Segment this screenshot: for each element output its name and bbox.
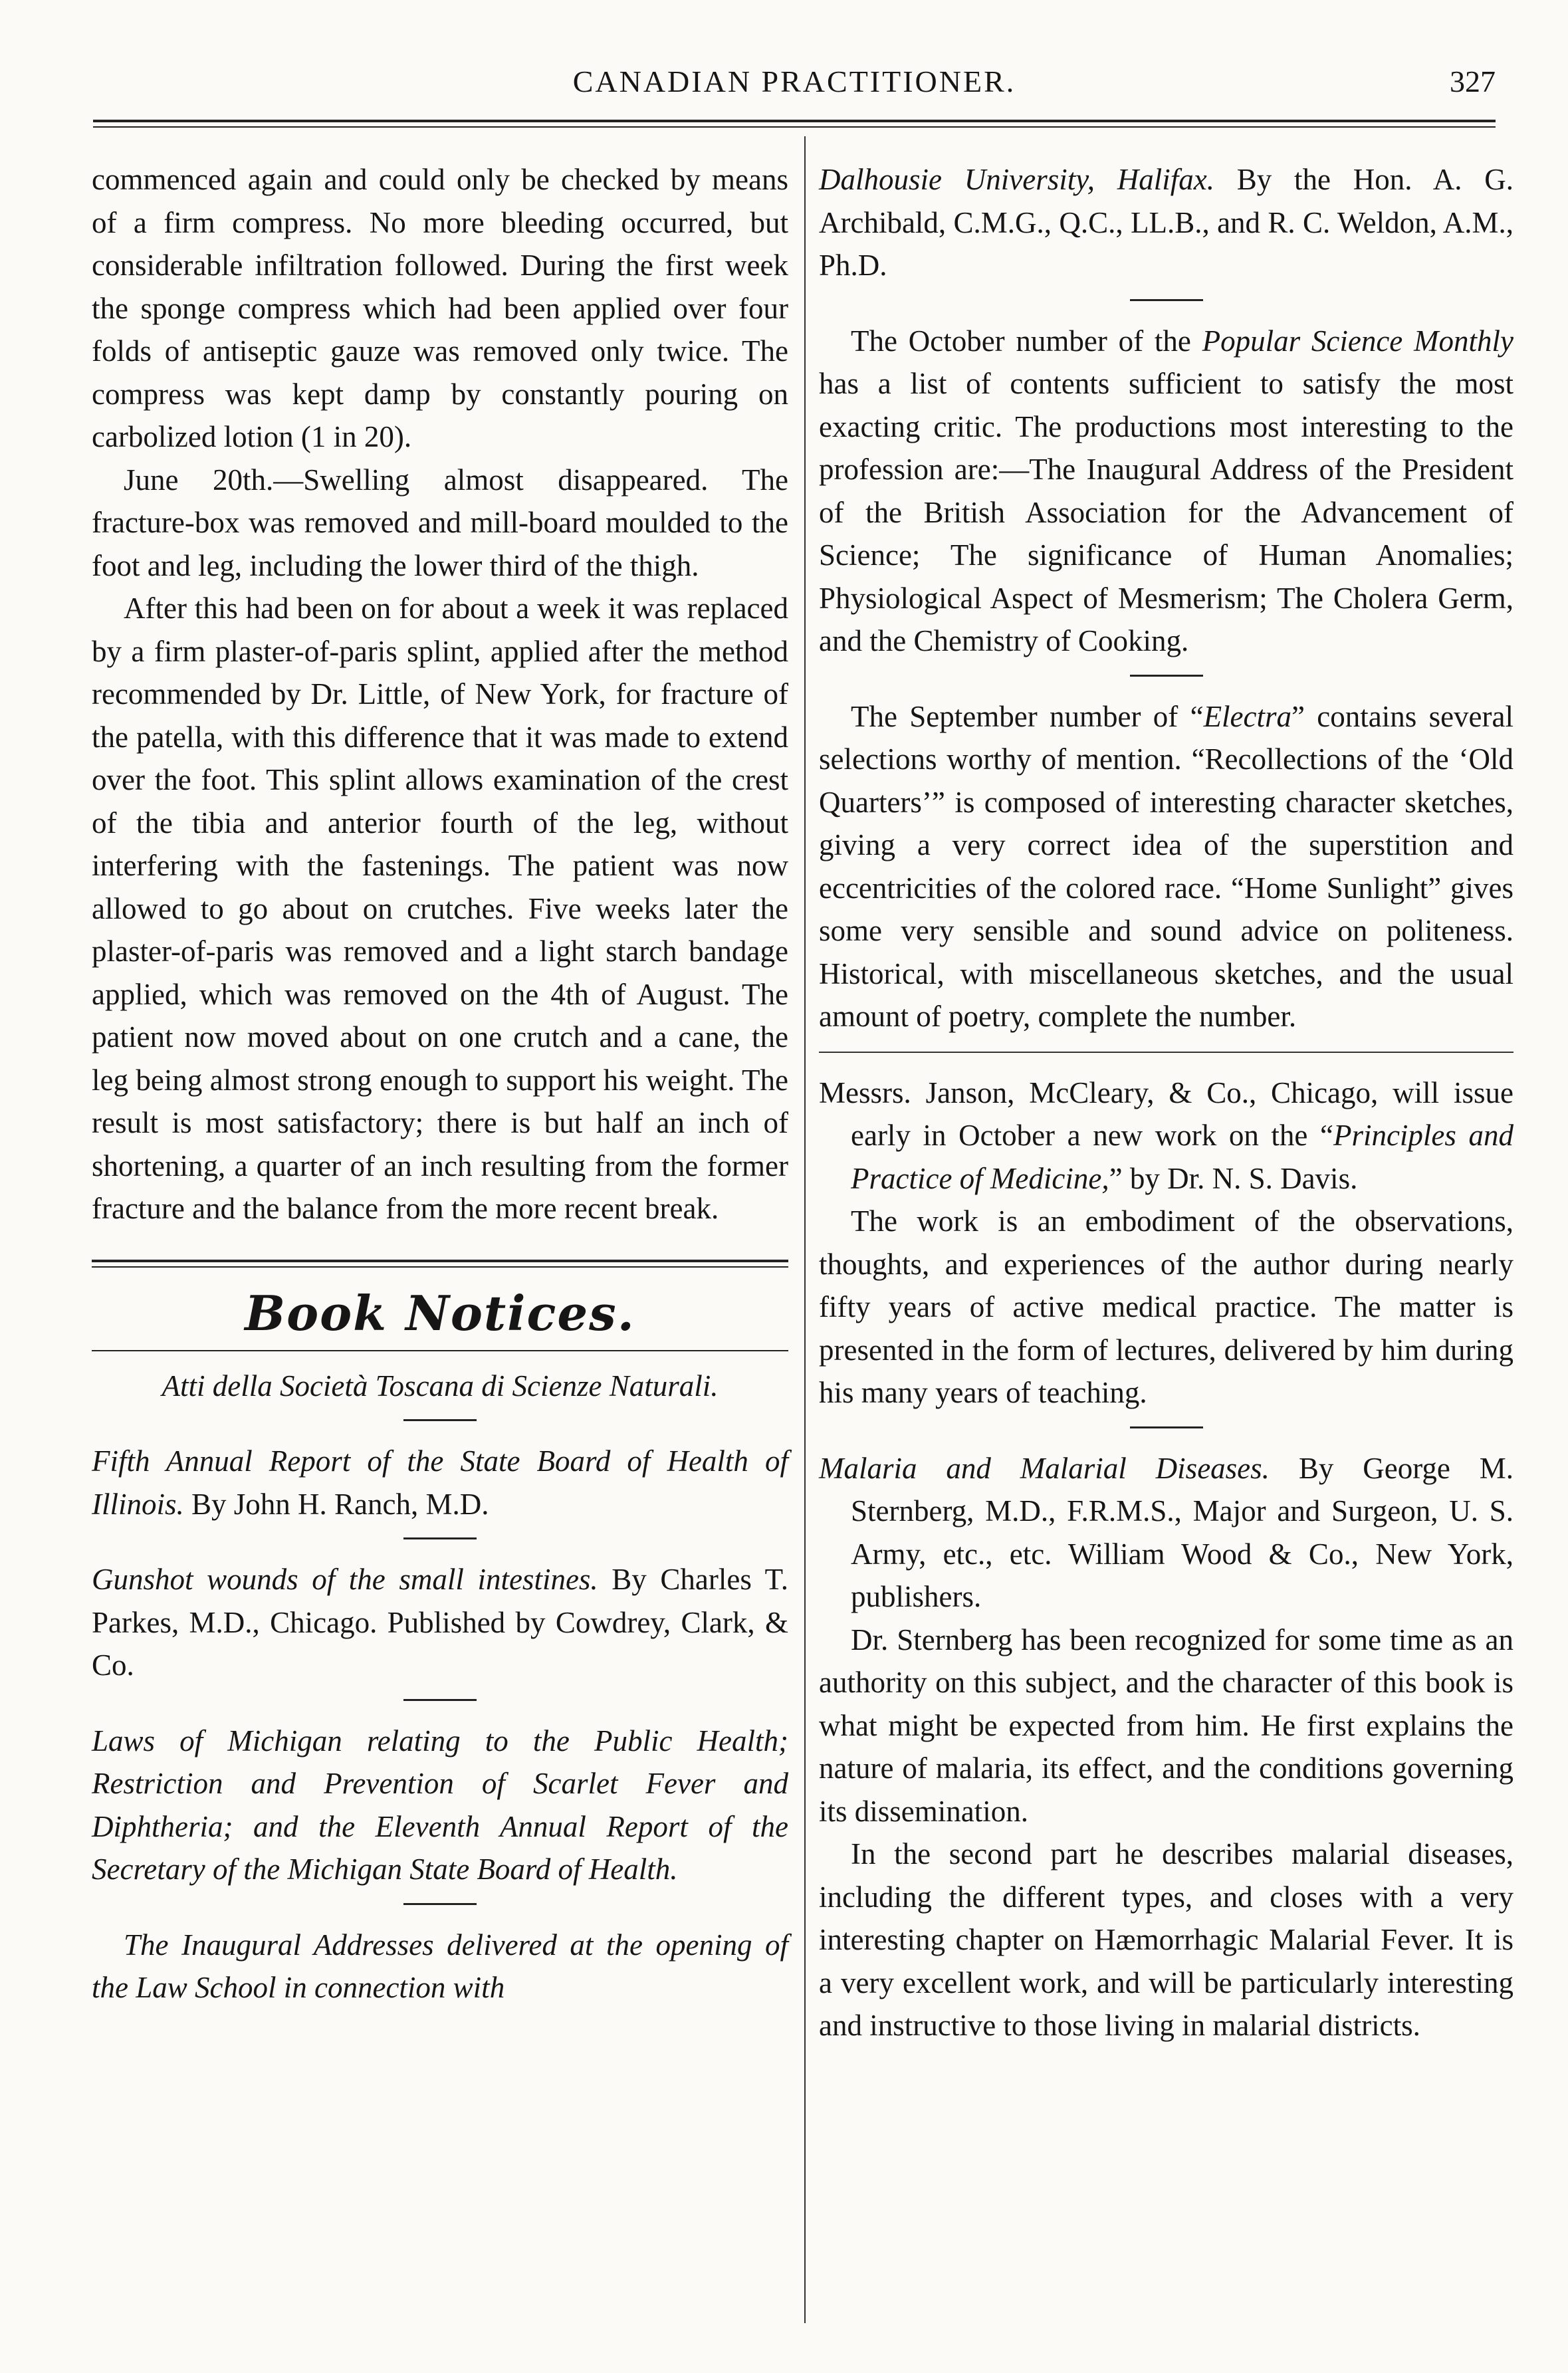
book-notice-item [92,1924,788,2009]
header-rule-thin [93,126,1496,128]
section-rule [92,1260,788,1262]
book-notice-item [92,1365,788,1408]
periodical-title: Electra [1203,699,1292,733]
malaria-notice [819,1447,1513,1619]
malaria-review: In the second part he describes malarial diseases, including the different types, and closes with a very interesting chapter on Hæmorrhagic Malarial Fever. It is a very excellent work, and will be particularly interesting and instructive to those living in malarial districts. [819,1837,1513,2042]
notice-lead: The October number of the [851,324,1202,358]
section-rule-thin [92,1266,788,1268]
book-citation: By George M. Sternberg, M.D., F.R.M.S., Major and Surgeon, U. S. Army, etc., etc. William Wood & Co., New York, publishers. [851,1451,1513,1613]
malaria-review: Dr. Sternberg has been recognized for some time as an authority on this subject, and the character of this book is what might be expected from him. He first explains the nature of malaria, its effect, and the conditions governing its dissemination. [819,1623,1513,1828]
book-title: Malaria and Malarial Diseases. [819,1451,1270,1485]
separator-rule [403,1419,477,1421]
page-header [93,64,1496,110]
right-column [819,158,1513,2047]
book-citation: By the Hon. A. G. Archibald, C.M.G., Q.C., LL.B., and R. C. Weldon, A.M., Ph.D. [819,163,1513,282]
separator-rule [403,1537,477,1539]
case-paragraph: After this had been on for about a week it was replaced by a firm plaster-of-paris splint, applied after the method recommended by Dr. Little, of New York, for fracture of the patella, with this difference that it was made to extend over the foot. This splint allows examination of the crest of the tibia and anterior fourth of the leg, without interfering with the fastenings. The patient was now allowed to go about on crutches. Five weeks later the plaster-of-paris was removed and a light starch bandage applied, which was removed on the 4th of August. The patient now moved about on one crutch and a cane, the leg being almost strong enough to support his weight. The result is most satisfactory; there is but half an inch of shortening, a quarter of an inch resulting from the former fracture and the balance from the more recent break. [92,592,788,1225]
separator-rule [403,1699,477,1701]
heading-rule [92,1350,788,1351]
separator-rule [1130,1426,1203,1428]
book-title: The Inaugural Addresses delivered at the opening of the Law School in connection with [92,1928,788,2004]
book-title: Dalhousie University, Halifax. [819,163,1214,196]
book-title: Fifth Annual Report of the State Board of Health of Illinois. [92,1444,788,1521]
separator-rule [1130,299,1203,301]
page-number: 327 [1450,64,1496,98]
electra-notice [819,695,1513,1038]
notice-text: ” by Dr. N. S. Davis. [1109,1161,1358,1195]
book-title: Laws of Michigan relating to the Public Health; Restriction and Prevention of Scarlet Fever and Diphtheria; and the Eleventh Annual Report of the Secretary of the Michigan State Board of Health. [92,1724,788,1886]
case-paragraph: June 20th.—Swelling almost disappeared. The fracture-box was removed and mill-board moulded to the foot and leg, including the lower third of the thigh. [92,463,788,582]
notice-lead: Messrs. Janson, McCleary, & Co., Chicago, will issue early in October a new work on the “ [819,1075,1513,1152]
header-rule [93,120,1496,122]
left-column [92,158,788,2009]
notice-lead: The September number of “ [851,699,1204,733]
book-citation: By John H. Ranch, M.D. [183,1487,489,1521]
separator-rule [1130,675,1203,677]
notice-text: ” contains several selections worthy of mention. “Recollections of the ‘Old Quarters’” is composed of interesting character sketches, giving a very correct idea of the superstition and eccentricities of the colored race. “Home Sunlight” gives some very sensible and sound advice on politeness. Historical, with miscellaneous sketches, and the usual amount of poetry, complete the number. [819,699,1513,1033]
running-title: CANADIAN PRACTITIONER. [572,64,1016,98]
book-notice-item [92,1440,788,1526]
separator-rule [403,1903,477,1905]
notice-text: has a list of contents sufficient to satisfy the most exacting critic. The productions most interesting to the profession are:—The Inaugural Address of the President of the British Association for the Advancement of Science; The significance of Human Anomalies; Physiological Aspect of Mesmerism; The Cholera Germ, and the Chemistry of Cooking. [819,367,1513,657]
janson-notice [819,1072,1513,1200]
janson-body: The work is an embodiment of the observations, thoughts, and experiences of the author during nearly fifty years of active medical practice. The matter is presented in the form of lectures, delivered by him during his many years of teaching. [819,1204,1513,1409]
periodical-title: Popular Science Monthly [1202,324,1513,358]
book-citation: By Charles T. Parkes, M.D., Chicago. Published by Cowdrey, Clark, & Co. [92,1563,788,1682]
book-title: Principles and Practice of Medicine, [851,1119,1514,1195]
book-title: Atti della Società Toscana di Scienze Naturali. [162,1369,719,1403]
column-divider [804,136,806,2323]
section-heading-book-notices: Book Notices. [245,1284,635,1341]
book-notice-continuation [819,158,1513,287]
book-notice-item [92,1558,788,1687]
book-title: Gunshot wounds of the small intestines. [92,1563,598,1596]
popular-science-notice [819,320,1513,663]
separator-rule [819,1052,1513,1053]
case-paragraph: commenced again and could only be checked by means of a firm compress. No more bleeding occurred, but considerable infiltration followed. During the first week the sponge compress which had been applied over four folds of antiseptic gauze was removed only twice. The compress was kept damp by constantly pouring on carbolized lotion (1 in 20). [92,163,788,453]
book-notice-item [92,1720,788,1891]
